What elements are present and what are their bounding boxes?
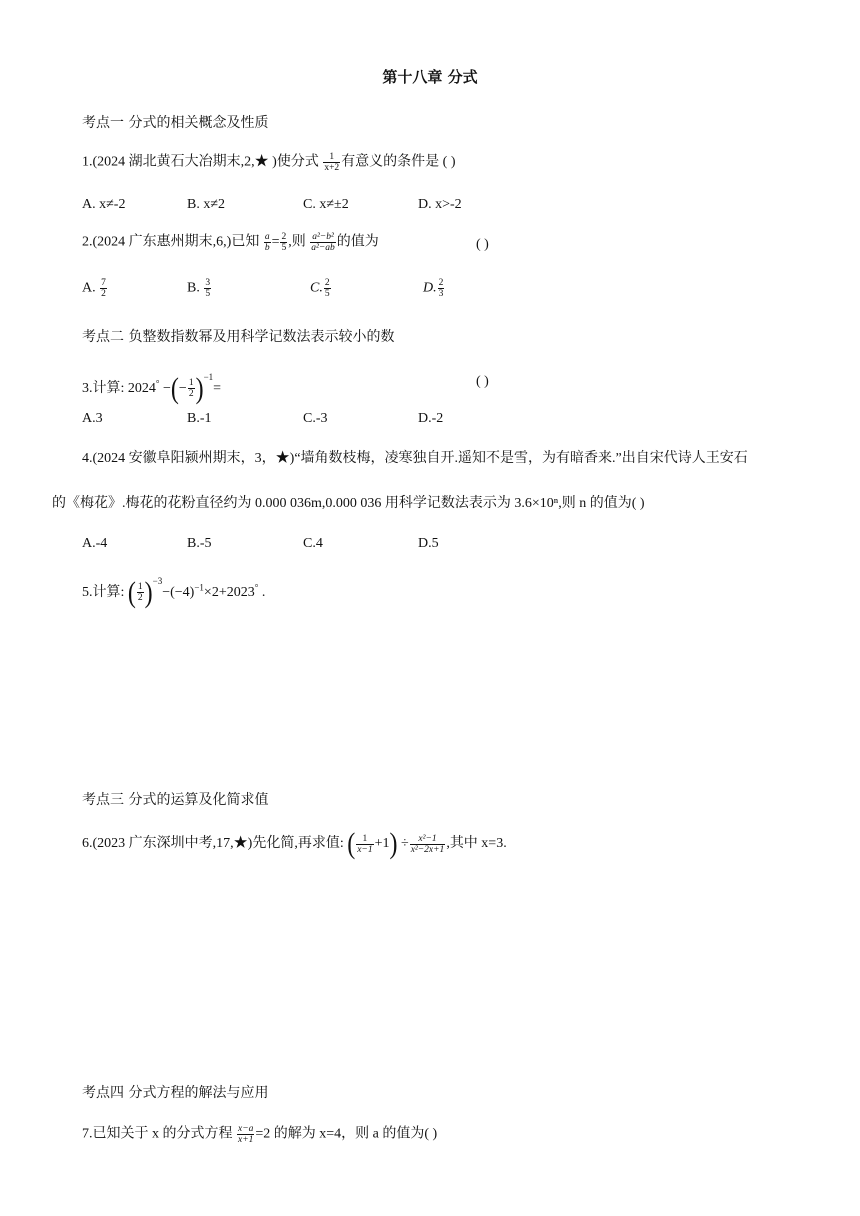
q2-prefix: 2.(2024 广东惠州期末,6,)已知 bbox=[82, 234, 260, 250]
q3-right-paren: ) bbox=[195, 372, 204, 406]
section-heading-4: 考点四 分式方程的解法与应用 bbox=[82, 1085, 269, 1101]
q2-opt-a-frac bbox=[100, 278, 107, 299]
q2-opt-a-num: 7 bbox=[101, 278, 106, 288]
q2-frac3-den: a²−ab bbox=[311, 243, 335, 253]
q2-frac1-den: b bbox=[264, 243, 270, 253]
q3-exponent: −1 bbox=[203, 372, 214, 382]
q2-opt-b-den: 5 bbox=[205, 289, 211, 299]
q5-right-paren: ) bbox=[144, 576, 153, 610]
q6-frac1-den: x−1 bbox=[357, 844, 373, 855]
q2-opt-c-label: C. bbox=[310, 280, 323, 296]
q5-left-paren: ( bbox=[127, 576, 136, 610]
q1-option-c: C. x≠±2 bbox=[303, 197, 349, 212]
q7-frac-den: x+1 bbox=[238, 1135, 254, 1145]
q3-option-b: B.-1 bbox=[187, 411, 212, 426]
page-title: 第十八章 分式 bbox=[382, 68, 478, 86]
question-3 bbox=[82, 368, 222, 406]
q3-option-a: A.3 bbox=[82, 411, 103, 426]
q2-expression-fraction bbox=[310, 232, 336, 253]
q2-mid: ,则 bbox=[288, 234, 306, 250]
q4-line-2: 的《梅花》.梅花的花粉直径约为 0.000 036m,0.000 036 用科学记数法表示为 3.6×10ⁿ,则 n 的值为( ) bbox=[52, 496, 645, 511]
q3-prefix: 3.计算: 2024 bbox=[82, 381, 156, 396]
q2-opt-a-label: A. bbox=[82, 280, 96, 296]
q1-fraction bbox=[323, 152, 340, 173]
section-heading-3: 考点三 分式的运算及化简求值 bbox=[82, 792, 269, 808]
question-2 bbox=[82, 232, 379, 253]
q7-frac-num: x−a bbox=[238, 1124, 254, 1134]
q2-opt-b-label: B. bbox=[187, 280, 200, 296]
q7-prefix: 7.已知关于 x 的分式方程 bbox=[82, 1126, 233, 1142]
question-7 bbox=[82, 1124, 437, 1145]
q7-fraction bbox=[237, 1124, 254, 1145]
q6-frac2-num: x²−1 bbox=[410, 834, 446, 845]
q3-left-paren: ( bbox=[170, 372, 179, 406]
q3-option-c: C.-3 bbox=[303, 411, 328, 426]
q2-frac-a-over-b bbox=[264, 232, 271, 253]
question-5 bbox=[82, 572, 266, 610]
q2-frac2-den: 5 bbox=[281, 243, 287, 253]
q3-equals: = bbox=[213, 381, 222, 396]
q3-inner-minus: − bbox=[178, 381, 187, 396]
q1-suffix: 有意义的条件是 ( ) bbox=[341, 154, 456, 170]
q4-option-b: B.-5 bbox=[187, 536, 212, 551]
q2-option-c bbox=[310, 278, 332, 299]
q1-option-d: D. x>-2 bbox=[418, 197, 462, 212]
q2-suffix: 的值为 bbox=[336, 234, 379, 250]
q5-exponent: −3 bbox=[152, 576, 163, 586]
q6-left-paren: ( bbox=[347, 827, 356, 861]
section-heading-1: 考点一 分式的相关概念及性质 bbox=[82, 115, 269, 131]
q5-exponent-2: −1 bbox=[194, 582, 204, 593]
q2-frac-two-fifths bbox=[280, 232, 287, 253]
q2-opt-d-num: 2 bbox=[438, 278, 444, 288]
q3-option-d: D.-2 bbox=[418, 411, 444, 426]
q5-prefix: 5.计算: bbox=[82, 585, 125, 600]
q2-opt-d-frac bbox=[438, 278, 445, 299]
question-1 bbox=[82, 152, 456, 173]
q2-opt-c-frac bbox=[324, 278, 331, 299]
q6-prefix: 6.(2023 广东深圳中考,17,★)先化简,再求值: bbox=[82, 836, 344, 852]
q1-option-b: B. x≠2 bbox=[187, 197, 226, 212]
q2-frac2-num: 2 bbox=[281, 232, 287, 242]
q2-opt-d-den: 3 bbox=[438, 289, 444, 299]
q1-frac-num: 1 bbox=[323, 152, 340, 163]
q6-right-paren: ) bbox=[389, 827, 398, 861]
q3-fraction bbox=[188, 378, 195, 399]
q3-minus: − bbox=[163, 381, 171, 396]
q5-term-a: −(−4) bbox=[162, 585, 195, 600]
q2-option-d bbox=[423, 278, 445, 299]
q1-prefix: 1.(2024 湖北黄石大冶期末,2,★ )使分式 bbox=[82, 154, 319, 170]
q6-frac2-den: x²−2x+1 bbox=[410, 844, 445, 855]
q5-end: . bbox=[261, 585, 266, 600]
q2-option-b bbox=[187, 278, 212, 299]
q4-option-a: A.-4 bbox=[82, 536, 108, 551]
q3-frac-den: 2 bbox=[188, 389, 194, 400]
q4-option-c: C.4 bbox=[303, 536, 323, 551]
q3-zero-exp: ° bbox=[155, 378, 160, 389]
q3-frac-num: 1 bbox=[188, 378, 194, 389]
q6-divide: ÷ bbox=[401, 836, 409, 852]
q7-suffix: =2 的解为 x=4，则 a 的值为( ) bbox=[255, 1126, 438, 1142]
q2-opt-b-frac bbox=[204, 278, 211, 299]
q3-answer-bracket: ( ) bbox=[476, 374, 489, 389]
q6-fraction-2 bbox=[410, 834, 446, 855]
q4-option-d: D.5 bbox=[418, 536, 439, 551]
q4-line-1: 4.(2024 安徽阜阳颍州期末，3，★)“墙角数枝梅，凌寒独自开.遥知不是雪，为有暗香来.”出自宋代诗人王安石 bbox=[82, 451, 748, 466]
q1-option-a: A. x≠-2 bbox=[82, 197, 126, 212]
question-6 bbox=[82, 827, 507, 861]
q2-answer-bracket: ( ) bbox=[476, 237, 489, 252]
q6-plus-one: +1 bbox=[374, 836, 390, 852]
q2-frac1-num: a bbox=[264, 232, 270, 242]
q1-frac-den: x+2 bbox=[324, 163, 340, 173]
q2-opt-c-den: 5 bbox=[324, 289, 330, 299]
section-heading-2: 考点二 负整数指数幂及用科学记数法表示较小的数 bbox=[82, 329, 395, 345]
q6-frac1-num: 1 bbox=[356, 834, 373, 845]
q5-fraction bbox=[137, 582, 144, 603]
q2-equals: = bbox=[271, 234, 280, 250]
q5-zero-exp: ° bbox=[254, 582, 259, 593]
q2-opt-d-label: D. bbox=[423, 280, 437, 296]
q5-term-b: ×2+2023 bbox=[203, 585, 255, 600]
q6-suffix: ,其中 x=3. bbox=[446, 836, 507, 852]
q2-opt-b-num: 3 bbox=[205, 278, 211, 288]
q2-option-a bbox=[82, 278, 108, 299]
q2-frac3-num: a²−b² bbox=[312, 232, 334, 242]
q6-fraction-1 bbox=[356, 834, 373, 855]
q5-frac-den: 2 bbox=[137, 593, 143, 604]
q2-opt-a-den: 2 bbox=[101, 289, 106, 299]
q5-frac-num: 1 bbox=[137, 582, 143, 593]
q2-opt-c-num: 2 bbox=[324, 278, 330, 288]
